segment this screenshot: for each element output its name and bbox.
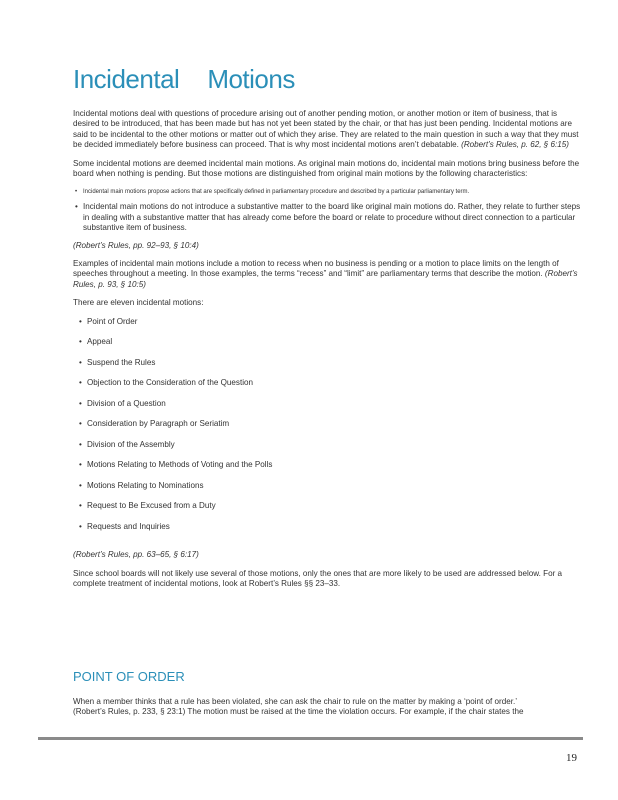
point-of-order-line-1: When a member thinks that a rule has been violated, she can ask the chair to rule on the matter by making a ‘point of order.’ <box>73 697 518 706</box>
motion-item: • Appeal <box>73 337 583 358</box>
page-number: 19 <box>566 752 577 764</box>
page-title <box>73 64 295 95</box>
title-word-1: Incidental <box>73 64 180 94</box>
list-intro: There are eleven incidental motions: <box>73 298 204 308</box>
examples-paragraph <box>73 259 583 290</box>
body-text <box>73 109 583 597</box>
incidental-motions-list <box>73 317 583 543</box>
motion-item: • Point of Order <box>73 317 583 338</box>
point-of-order-line-2: (Robert’s Rules, p. 233, § 23:1) The motion must be raised at the time the violation occurs. For example, if the chair states the <box>73 707 524 717</box>
motion-item: • Motions Relating to Methods of Voting and the Polls <box>73 460 583 481</box>
intro-paragraph <box>73 109 583 151</box>
characteristic-item: • Incidental main motions do not introduce a substantive matter to the board like original main motions do. Rather, they relate to further steps in dealing with a substantive matter that has already come before the board or relate to procedure without direct connection to a particular substantive item of business. <box>73 202 583 233</box>
motion-item: • Division of the Assembly <box>73 440 583 461</box>
incidental-main-paragraph: Some incidental motions are deemed incidental main motions. As original main motions do, incidental main motions bring business before the board when nothing is pending. But those motions are distinguished from original main motions by the following characteristics: <box>73 158 580 179</box>
section-heading: POINT OF ORDER <box>73 669 185 684</box>
title-word-2: Motions <box>207 64 295 94</box>
characteristics-list <box>73 187 583 233</box>
citation-2: (Robert’s Rules, pp. 92–93, § 10:4) <box>73 240 199 250</box>
examples-text: Examples of incidental main motions include a motion to recess when no business is pending or a motion to place limits on the length of speeches throughout a meeting. In those examples, the terms “recess” and “limit” are parliamentary terms that describe the motion. <box>73 259 559 279</box>
motion-item: • Objection to the Consideration of the Question <box>73 378 583 399</box>
characteristic-item: • Incidental main motions propose actions that are specifically defined in parliamentary procedure and described by a particular parliamentary term. <box>73 187 583 197</box>
intro-text: Incidental motions deal with questions of procedure arising out of another pending motion, or another motion or item of business, that is desired to be introduced, that has been made but has not yet been stated by the chair, or that has just been pending. Incidental motions are said to be incidental to the other motions or matter out of which they arise. They are related to the main question in such a way that they must be decided immediately before business can proceed. That is why most incidental motions aren’t debatable. <box>73 109 579 150</box>
examples-citation: (Robert’s Rules, p. 93, § 10:5) <box>73 269 578 289</box>
citation-3: (Robert’s Rules, pp. 63–65, § 6:17) <box>73 550 199 560</box>
motion-item: • Motions Relating to Nominations <box>73 481 583 502</box>
point-of-order-text <box>73 697 583 718</box>
intro-citation: (Robert’s Rules, p. 62, § 6:15) <box>461 140 569 150</box>
motion-item: • Division of a Question <box>73 399 583 420</box>
motion-item: • Consideration by Paragraph or Seriatim <box>73 419 583 440</box>
motion-item: • Requests and Inquiries <box>73 522 583 543</box>
motion-item: • Suspend the Rules <box>73 358 583 379</box>
motion-item: • Request to Be Excused from a Duty <box>73 501 583 522</box>
footer-rule <box>38 737 583 740</box>
closing-paragraph: Since school boards will not likely use several of those motions, only the ones that are more likely to be used are addressed below. For a complete treatment of incidental motions, look at Robert’s Rules §§ 23–33. <box>73 568 563 588</box>
